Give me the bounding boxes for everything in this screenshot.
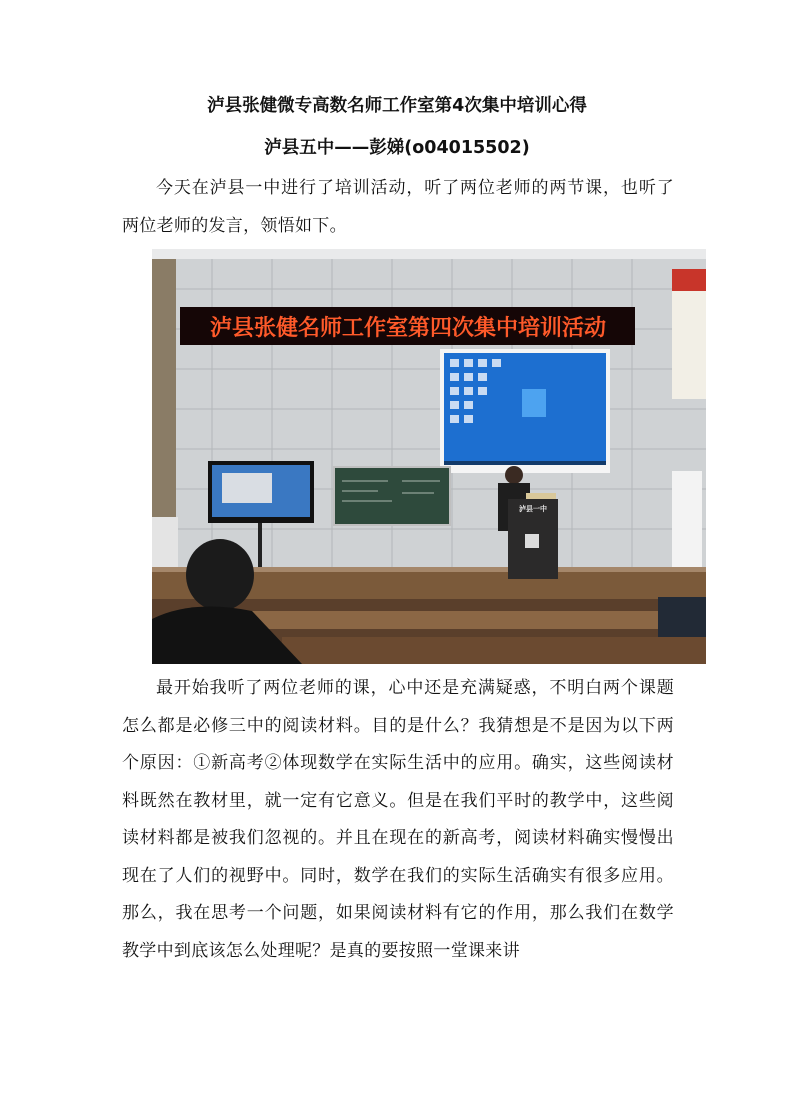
intro-paragraph: 今天在泸县一中进行了培训活动，听了两位老师的两节课，也听了两位老师的发言，领悟如下。	[122, 178, 674, 236]
document-title: 泸县张健微专高数名师工作室第4次集中培训心得	[207, 96, 587, 116]
banner-text: 泸县张健名师工作室第四次集中培训活动	[209, 316, 607, 341]
author-line: 泸县五中——彭娣(o04015502)	[264, 138, 530, 158]
training-photo	[152, 249, 706, 664]
body-paragraph: 最开始我听了两位老师的课，心中还是充满疑惑，不明白两个课题怎么都是必修三中的阅读材料。目的是什么？我猜想是不是因为以下两个原因：①新高考②体现数学在实际生活中的应用。确实，这些阅读材料既然在教材里，就一定有它意义。但是在我们平时的教学中，这些阅读材料都是被我们忽视的。并且在现在的新高考，阅读材料确实慢慢出现在了人们的视野中。同时，数学在我们的实际生活确实有很多应用。那么，我在思考一个问题，如果阅读材料有它的作用，那么我们在数学教学中到底该怎么处理呢？是真的要按照一堂课来讲	[122, 678, 674, 961]
podium-text: 泸县一中	[519, 505, 547, 513]
